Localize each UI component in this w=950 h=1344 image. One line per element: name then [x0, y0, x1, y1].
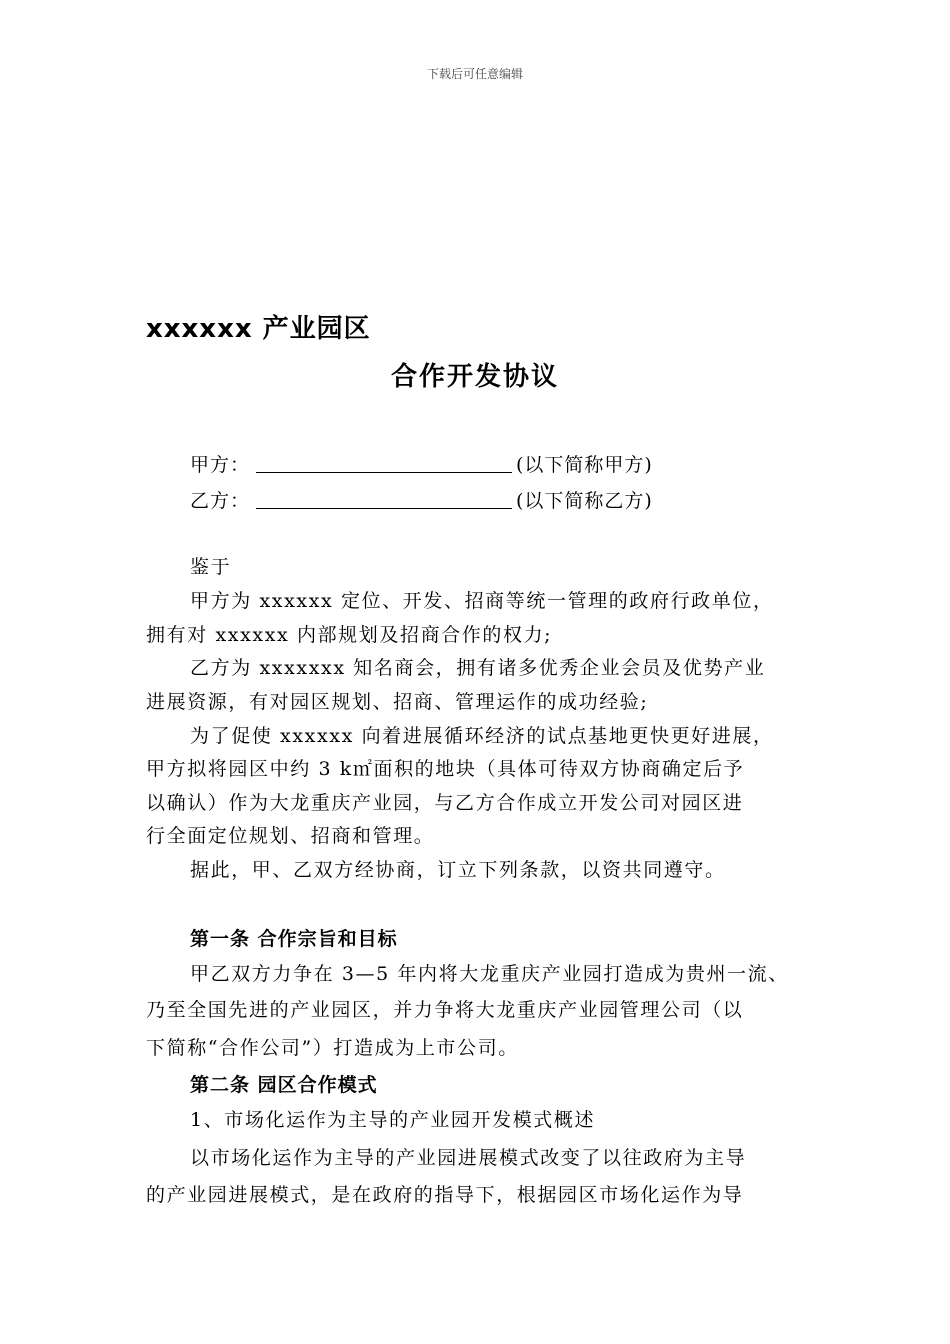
party-a-suffix: (以下简称甲方) [516, 454, 653, 476]
body-line: 乃至全国先进的产业园区，并力争将大龙重庆产业园管理公司（以 [146, 999, 744, 1021]
body-line: 进展资源，有对园区规划、招商、管理运作的成功经验; [146, 691, 649, 713]
body-line: 拥有对 xxxxxx 内部规划及招商合作的权力; [146, 624, 553, 646]
party-b-line [190, 486, 653, 513]
body-line: 下简称“合作公司”）打造成为上市公司。 [146, 1037, 519, 1059]
party-a-line [190, 450, 653, 477]
header-note: 下载后可任意编辑 [426, 67, 523, 81]
body-line: 甲方为 xxxxxx 定位、开发、招商等统一管理的政府行政单位， [190, 590, 774, 612]
body-line: 据此，甲、乙双方经协商，订立下列条款，以资共同遵守。 [190, 859, 726, 881]
body-line: 以确认）作为大龙重庆产业园，与乙方合作成立开发公司对园区进 [146, 792, 744, 814]
body-line: 鉴于 [190, 556, 232, 578]
body-line: 行全面定位规划、招商和管理。 [146, 825, 435, 847]
body-line: 为了促使 xxxxxx 向着进展循环经济的试点基地更快更好进展， [190, 725, 774, 747]
party-b-suffix: (以下简称乙方) [516, 490, 653, 512]
section-2-heading: 第二条 园区合作模式 [190, 1074, 378, 1096]
body-line: 甲乙双方力争在 3—5 年内将大龙重庆产业园打造成为贵州一流、 [190, 963, 789, 985]
document-title-line-2: 合作开发协议 [390, 362, 559, 392]
document-title-line-1: xxxxxx 产业园区 [146, 314, 371, 344]
party-a-label: 甲方： [190, 454, 251, 476]
body-line: 甲方拟将园区中约 3 k㎡面积的地块（具体可待双方协商确定后予 [146, 758, 745, 780]
body-line: 的产业园进展模式，是在政府的指导下，根据园区市场化运作为导 [146, 1184, 744, 1206]
body-line: 1、市场化运作为主导的产业园开发模式概述 [190, 1109, 596, 1131]
body-line: 乙方为 xxxxxxx 知名商会，拥有诸多优秀企业会员及优势产业 [190, 657, 766, 679]
party-a-blank [256, 452, 512, 473]
body-line: 以市场化运作为主导的产业园进展模式改变了以往政府为主导 [190, 1147, 747, 1169]
section-1-heading: 第一条 合作宗旨和目标 [190, 928, 398, 950]
party-b-label: 乙方： [190, 490, 251, 512]
party-b-blank [256, 488, 512, 509]
